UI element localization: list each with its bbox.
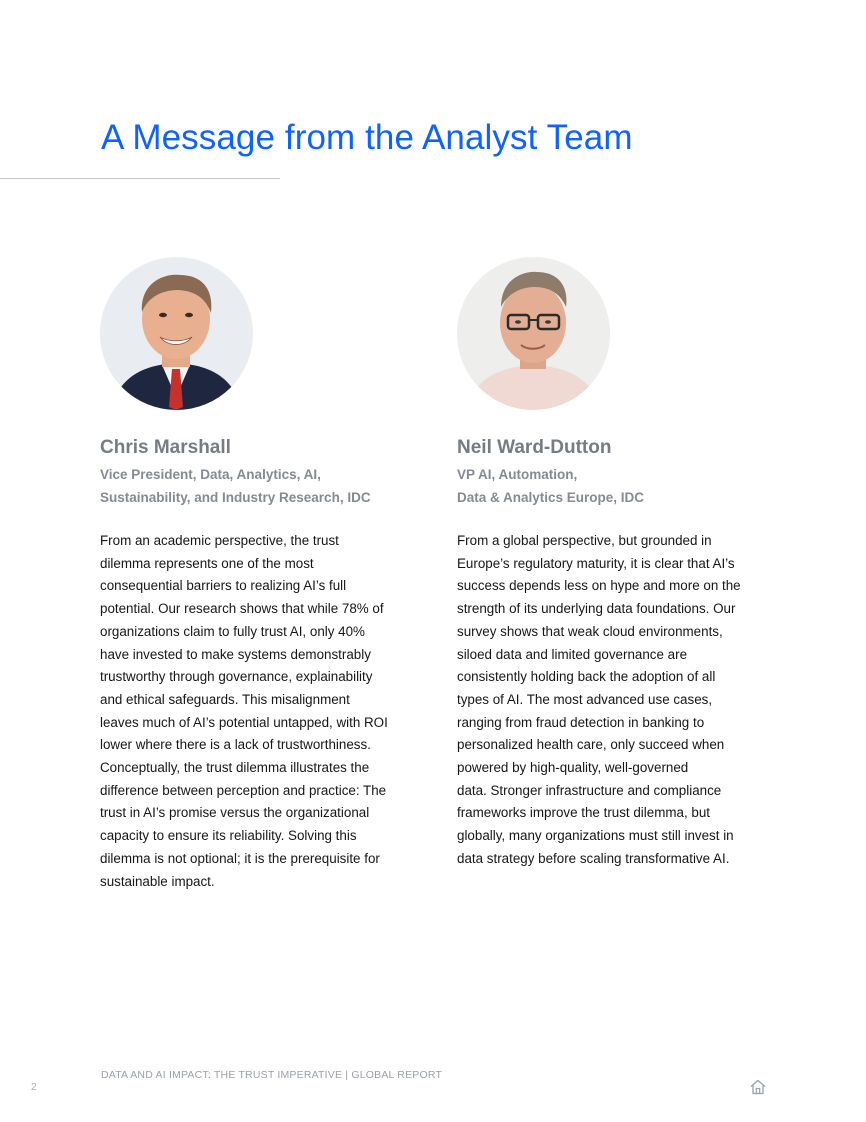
analyst-message-neil-ward-dutton: [457, 530, 767, 871]
analyst-title-line: VP AI, Automation,: [457, 467, 578, 482]
message-line: leaves much of AI’s potential untapped, with ROI: [100, 714, 388, 730]
message-line: survey shows that weak cloud environments,: [457, 623, 723, 639]
footer-report-title: DATA AND AI IMPACT: THE TRUST IMPERATIVE | GLOBAL REPORT: [101, 1069, 443, 1081]
analyst-title: [100, 464, 410, 509]
message-line: types of AI. The most advanced use cases,: [457, 691, 713, 707]
analyst-title: [457, 464, 767, 509]
portrait-photo-chris-marshall: [100, 257, 253, 410]
page-number: 2: [31, 1081, 37, 1093]
message-paragraph: [457, 530, 767, 871]
message-line: consistently holding back the adoption of all: [457, 669, 716, 685]
message-line: potential. Our research shows that while 78% of: [100, 601, 384, 617]
message-line: Europe’s regulatory maturity, it is clear that AI’s: [457, 555, 735, 571]
analyst-title-line: Vice President, Data, Analytics, AI,: [100, 467, 321, 482]
message-line: dilemma is not optional; it is the prerequisite for: [100, 850, 380, 866]
page-title: A Message from the Analyst Team: [101, 118, 633, 157]
message-paragraph: [100, 530, 410, 893]
message-line: have invested to make systems demonstrably: [100, 646, 371, 662]
avatar: [100, 257, 253, 410]
message-line: Conceptually, the trust dilemma illustrates the: [100, 760, 370, 776]
message-line: data strategy before scaling transformative AI.: [457, 850, 730, 866]
analyst-card-neil-ward-dutton: [457, 257, 767, 509]
message-line: capacity to ensure its reliability. Solving this: [100, 828, 357, 844]
title-divider: [0, 178, 280, 179]
message-line: From an academic perspective, the trust: [100, 533, 339, 548]
home-icon[interactable]: [749, 1078, 767, 1096]
analyst-name: Chris Marshall: [100, 437, 231, 458]
message-line: data. Stronger infrastructure and compliance: [457, 782, 722, 798]
analyst-message-chris-marshall: [100, 530, 410, 893]
message-line: siloed data and limited governance are: [457, 646, 688, 662]
message-line: and ethical safeguards. This misalignment: [100, 691, 350, 707]
message-line: trustworthy through governance, explainability: [100, 669, 373, 685]
message-line: difference between perception and practice: The: [100, 782, 387, 798]
portrait-photo-neil-ward-dutton: [457, 257, 610, 410]
message-line: sustainable impact.: [100, 873, 215, 889]
message-line: strength of its underlying data foundations. Our: [457, 601, 736, 617]
message-line: consequential barriers to realizing AI’s full: [100, 578, 347, 594]
message-line: personalized health care, only succeed when: [457, 737, 725, 753]
message-line: ranging from fraud detection in banking to: [457, 714, 705, 730]
analyst-name: Neil Ward-Dutton: [457, 437, 612, 458]
message-line: trust in AI’s promise versus the organizational: [100, 805, 370, 821]
message-line: From a global perspective, but grounded in: [457, 533, 712, 548]
message-line: globally, many organizations must still invest in: [457, 828, 734, 844]
analyst-card-chris-marshall: [100, 257, 410, 509]
message-line: success depends less on hype and more on the: [457, 578, 741, 594]
analyst-title-line: Data & Analytics Europe, IDC: [457, 489, 645, 505]
analyst-title-line: Sustainability, and Industry Research, IDC: [100, 489, 371, 505]
message-line: organizations claim to fully trust AI, only 40%: [100, 623, 365, 639]
home-icon-glyph: [749, 1078, 767, 1096]
message-line: lower where there is a lack of trustworthiness.: [100, 737, 371, 753]
message-line: frameworks improve the trust dilemma, but: [457, 805, 711, 821]
avatar: [457, 257, 610, 410]
message-line: dilemma represents one of the most: [100, 555, 314, 571]
message-line: powered by high-quality, well-governed: [457, 760, 689, 776]
